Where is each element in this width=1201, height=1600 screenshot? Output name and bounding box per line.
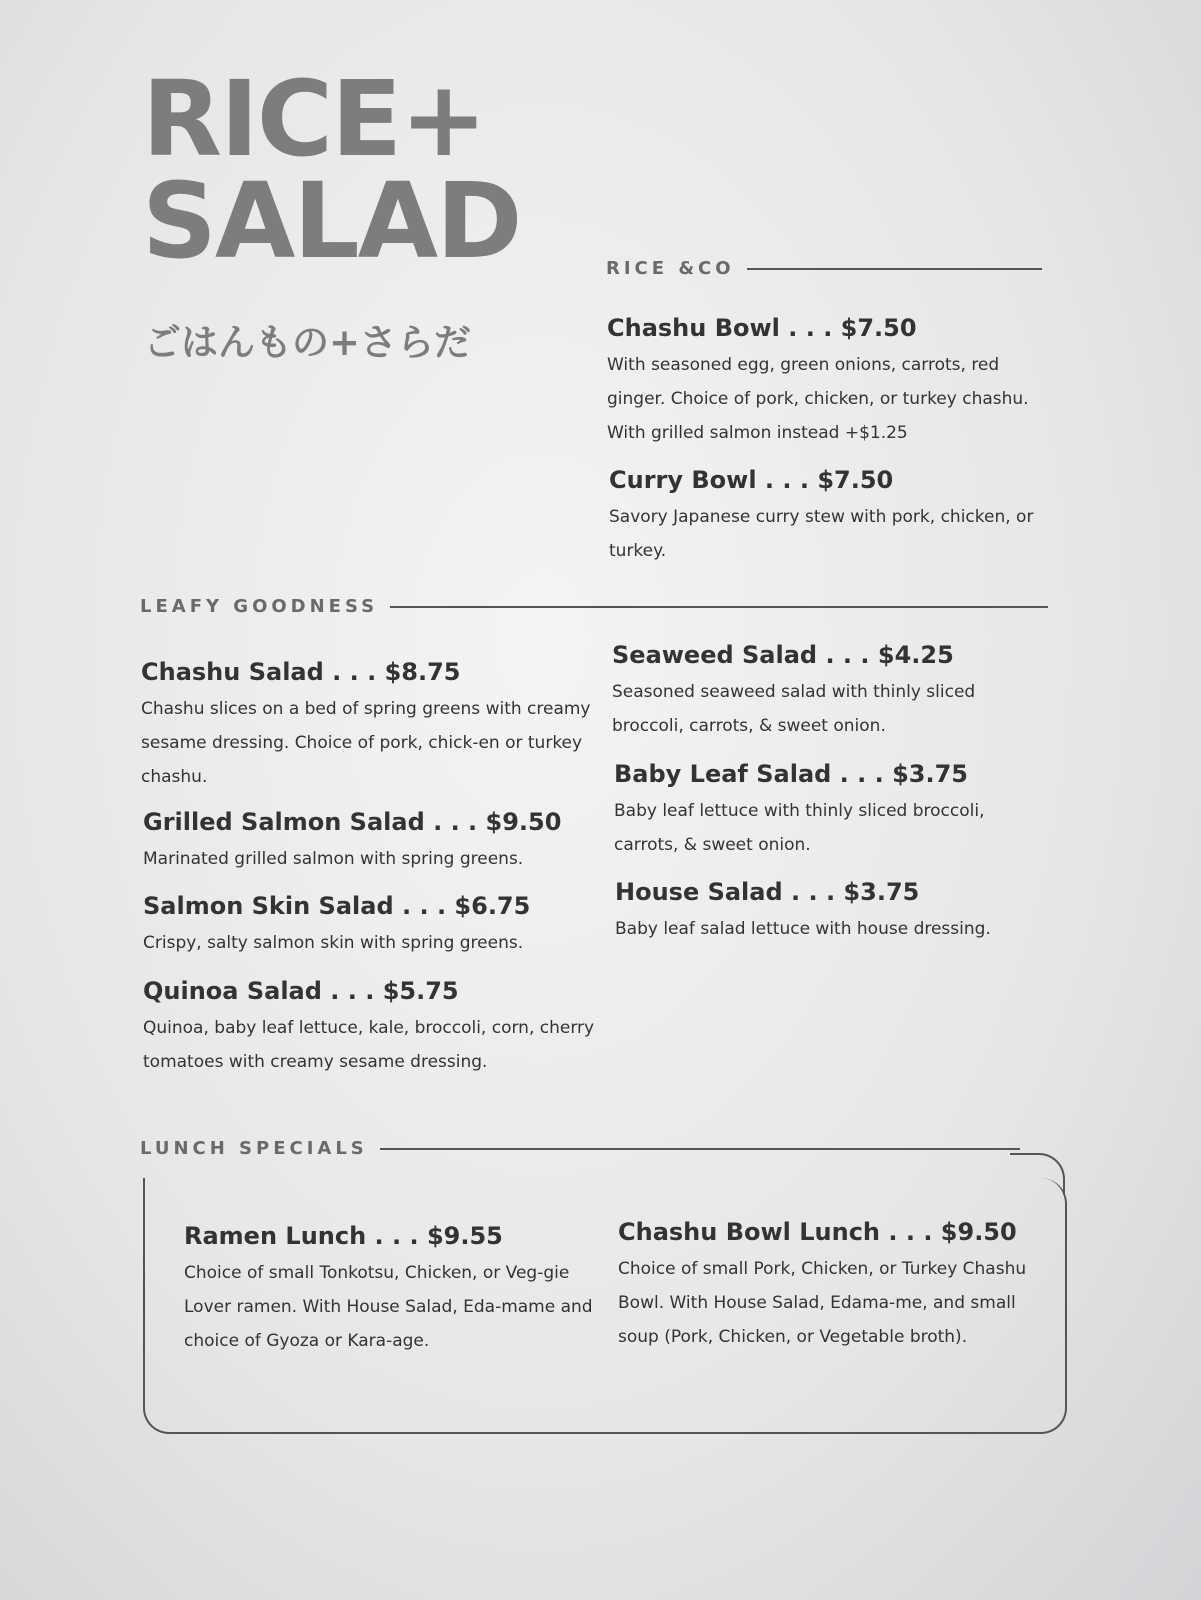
menu-item-house-salad: [615, 878, 1055, 946]
item-description: Marinated grilled salmon with spring greens.: [143, 849, 524, 869]
item-description: Crispy, salty salmon skin with spring greens.: [143, 933, 524, 953]
section-header-leafy: [140, 596, 1048, 617]
logo-title: [142, 58, 521, 282]
item-description: Choice of small Pork, Chicken, or Turkey Chashu Bowl. With House Salad, Edama-me, and small soup (Pork, Chicken, or Vegetable broth).: [618, 1259, 1027, 1347]
section-header-lunch: [140, 1138, 1020, 1159]
logo-line-1: RICE+: [142, 58, 486, 180]
item-description: Savory Japanese curry stew with pork, chicken, or turkey.: [609, 507, 1034, 561]
menu-item-ramen-lunch: [184, 1222, 594, 1358]
item-name: Seaweed Salad . . . $4.25: [612, 641, 954, 669]
section-rule: [390, 606, 1048, 608]
section-header-rice: [606, 258, 1042, 279]
item-description: Quinoa, baby leaf lettuce, kale, broccoli, corn, cherry tomatoes with creamy sesame dressing.: [143, 1018, 595, 1072]
item-name: Quinoa Salad . . . $5.75: [143, 977, 459, 1005]
section-rule: [747, 268, 1042, 270]
section-rule: [380, 1148, 1020, 1150]
menu-item-chashu-bowl: [607, 314, 1047, 450]
item-description: Seasoned seaweed salad with thinly sliced broccoli, carrots, & sweet onion.: [612, 682, 976, 736]
item-name: Ramen Lunch . . . $9.55: [184, 1222, 503, 1250]
item-name: Chashu Bowl . . . $7.50: [607, 314, 917, 342]
logo-line-2: SALAD: [142, 160, 521, 282]
logo-japanese: ごはんもの+さらだ: [144, 321, 472, 364]
item-description: Baby leaf salad lettuce with house dressing.: [615, 919, 991, 939]
item-description: With seasoned egg, green onions, carrots, red ginger. Choice of pork, chicken, or turkey chashu. With grilled salmon instead +$1.25: [607, 355, 1029, 443]
menu-item-curry-bowl: [609, 466, 1049, 568]
menu-item-quinoa-salad: [143, 977, 598, 1079]
item-name: Chashu Bowl Lunch . . . $9.50: [618, 1218, 1017, 1246]
item-description: Baby leaf lettuce with thinly sliced broccoli, carrots, & sweet onion.: [614, 801, 985, 855]
item-description: Choice of small Tonkotsu, Chicken, or Veg-gie Lover ramen. With House Salad, Eda-mame and choice of Gyoza or Kara-age.: [184, 1263, 593, 1351]
item-description: Chashu slices on a bed of spring greens with creamy sesame dressing. Choice of pork, chick-en or turkey chashu.: [141, 699, 591, 787]
item-name: Curry Bowl . . . $7.50: [609, 466, 894, 494]
menu-item-baby-leaf-salad: [614, 760, 1044, 862]
item-name: Chashu Salad . . . $8.75: [141, 658, 461, 686]
section-title-leafy: LEAFY GOODNESS: [140, 596, 379, 617]
item-name: Baby Leaf Salad . . . $3.75: [614, 760, 968, 788]
section-title-lunch: LUNCH SPECIALS: [140, 1138, 368, 1159]
menu-item-chashu-bowl-lunch: [618, 1218, 1028, 1354]
section-title-rice: RICE &CO: [606, 258, 735, 279]
menu-item-grilled-salmon-salad: [143, 808, 593, 876]
item-name: Salmon Skin Salad . . . $6.75: [143, 892, 531, 920]
menu-item-chashu-salad: [141, 658, 591, 794]
menu-item-seaweed-salad: [612, 641, 1042, 743]
menu-item-salmon-skin-salad: [143, 892, 593, 960]
item-name: House Salad . . . $3.75: [615, 878, 920, 906]
item-name: Grilled Salmon Salad . . . $9.50: [143, 808, 562, 836]
